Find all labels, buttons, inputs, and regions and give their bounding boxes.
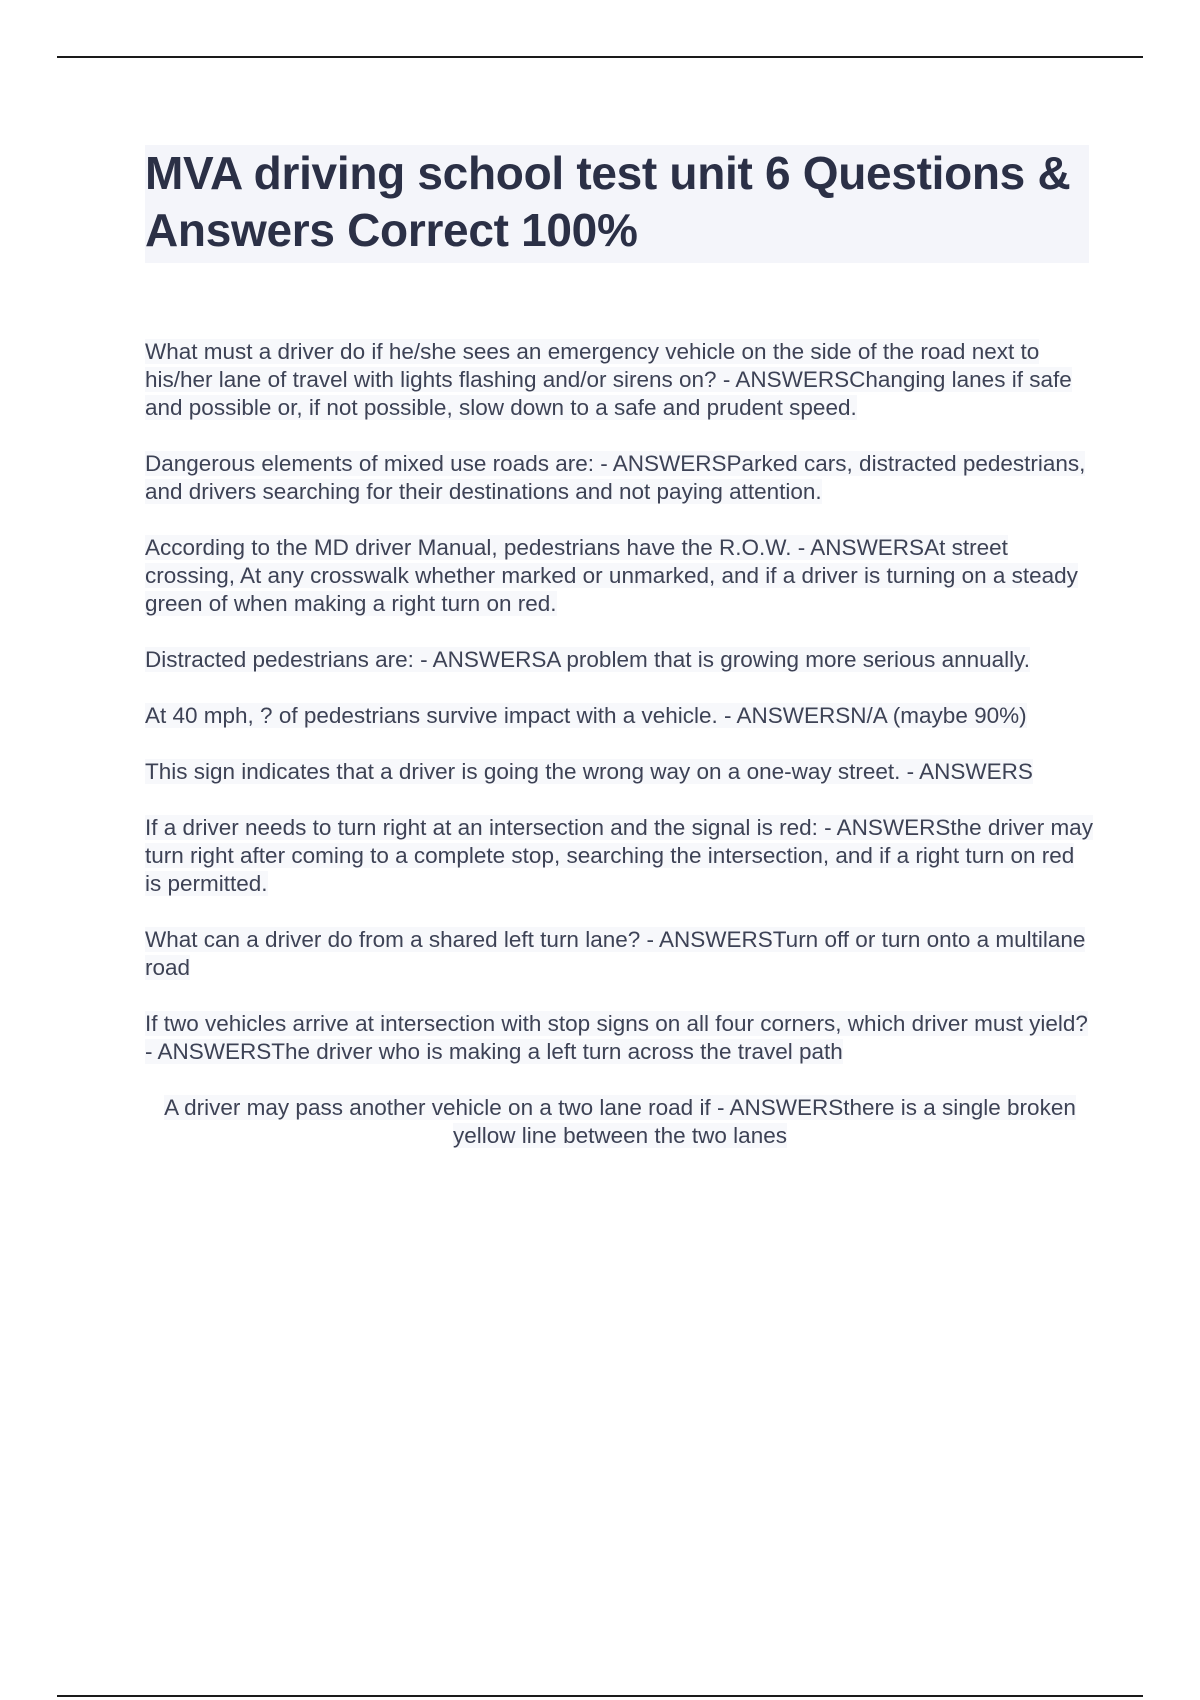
qa-text: This sign indicates that a driver is going the wrong way on a one-way street. - ANSWERS	[145, 759, 1033, 784]
qa-item	[145, 814, 1095, 898]
qa-item	[145, 926, 1095, 982]
qa-text: Distracted pedestrians are: - ANSWERSA problem that is growing more serious annually.	[145, 647, 1030, 672]
qa-text: If two vehicles arrive at intersection with stop signs on all four corners, which driver must yield? - ANSWERSThe driver who is making a left turn across the travel path	[145, 1011, 1088, 1064]
qa-item	[145, 450, 1095, 506]
qa-text: Dangerous elements of mixed use roads are: - ANSWERSParked cars, distracted pedestrians, and drivers searching for their destinations and not paying attention.	[145, 451, 1086, 504]
qa-text: If a driver needs to turn right at an intersection and the signal is red: - ANSWERSthe driver may turn right after coming to a complete stop, searching the intersection, and if a right turn on red is permitted.	[145, 815, 1093, 896]
qa-text: A driver may pass another vehicle on a two lane road if - ANSWERSthere is a single broken yellow line between the two lanes	[164, 1095, 1076, 1148]
page-title: MVA driving school test unit 6 Questions & Answers Correct 100%	[145, 147, 1071, 256]
qa-item	[145, 534, 1095, 618]
qa-item-centered	[145, 1094, 1095, 1150]
qa-item	[145, 338, 1095, 422]
qa-text: What must a driver do if he/she sees an emergency vehicle on the side of the road next to his/her lane of travel with lights flashing and/or sirens on? - ANSWERSChanging lanes if safe and possible or, if not possible, slow down to a safe and prudent speed.	[145, 339, 1072, 420]
qa-item	[145, 1010, 1095, 1066]
top-rule	[57, 56, 1143, 58]
bottom-rule	[57, 1695, 1143, 1697]
qa-item	[145, 702, 1095, 730]
qa-text: What can a driver do from a shared left turn lane? - ANSWERSTurn off or turn onto a multilane road	[145, 927, 1086, 980]
qa-text: According to the MD driver Manual, pedestrians have the R.O.W. - ANSWERSAt street crossing, At any crosswalk whether marked or unmarked, and if a driver is turning on a steady green of when making a right turn on red.	[145, 535, 1078, 616]
qa-item	[145, 646, 1095, 674]
qa-text: At 40 mph, ? of pedestrians survive impact with a vehicle. - ANSWERSN/A (maybe 90%)	[145, 703, 1027, 728]
title-block	[145, 145, 1089, 263]
qa-list	[145, 338, 1095, 1178]
qa-item	[145, 758, 1095, 786]
